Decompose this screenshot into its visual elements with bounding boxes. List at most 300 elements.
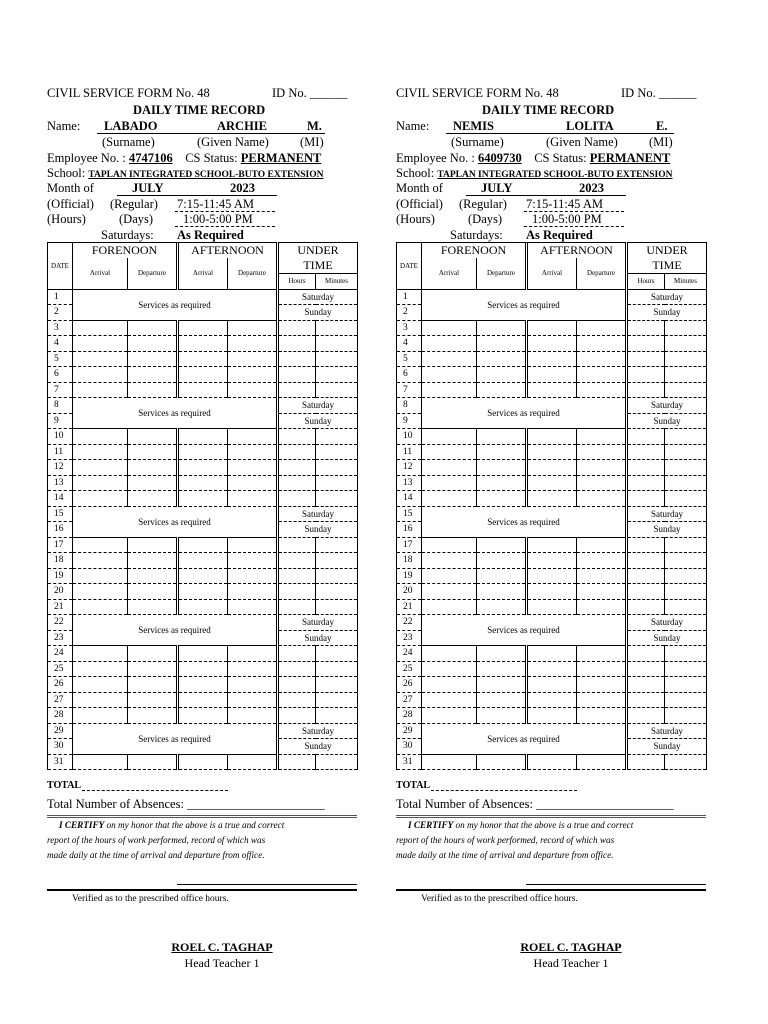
pm-departure-header: Departure — [577, 258, 627, 289]
day-number: 2 — [48, 305, 73, 321]
employee-no-row: Employee No. : 6409730 CS Status: PERMANENT — [396, 151, 671, 165]
saturday-label: Saturday — [627, 398, 707, 414]
day-number: 10 — [397, 429, 422, 445]
pm-arrival-cell — [178, 429, 228, 445]
pm-departure-cell — [577, 584, 627, 600]
pm-arrival-cell — [527, 677, 577, 693]
regular-label: (Regular) — [459, 197, 507, 211]
undertime-hours-cell — [627, 553, 665, 569]
sunday-label: Sunday — [627, 413, 707, 429]
year-value: 2023 — [230, 181, 255, 195]
undertime-hours-cell — [627, 692, 665, 708]
am-arrival-cell — [73, 692, 128, 708]
am-departure-cell — [477, 382, 527, 398]
undertime-minutes-cell — [316, 568, 358, 584]
am-departure-cell — [477, 444, 527, 460]
pm-arrival-cell — [178, 491, 228, 507]
day-number: 6 — [397, 367, 422, 383]
day-row — [48, 754, 358, 770]
undertime-minutes-cell — [316, 367, 358, 383]
afternoon-header: AFTERNOON — [178, 243, 278, 259]
am-arrival-cell — [73, 460, 128, 476]
am-departure-header: Departure — [477, 258, 527, 289]
pm-arrival-cell — [178, 537, 228, 553]
day-number: 14 — [397, 491, 422, 507]
undertime-minutes-cell — [316, 646, 358, 662]
pm-departure-header: Departure — [228, 258, 278, 289]
undertime-minutes-cell — [316, 584, 358, 600]
am-arrival-cell — [73, 646, 128, 662]
undertime-minutes-cell — [316, 599, 358, 615]
pm-arrival-cell — [527, 599, 577, 615]
day-row — [397, 444, 707, 460]
pm-arrival-cell — [178, 661, 228, 677]
day-number: 27 — [397, 692, 422, 708]
am-arrival-cell — [73, 584, 128, 600]
pm-departure-cell — [577, 661, 627, 677]
given-name-caption: (Given Name) — [546, 135, 618, 149]
undertime-hours-cell — [627, 646, 665, 662]
total-label: TOTAL — [47, 780, 82, 791]
pm-arrival-cell — [178, 382, 228, 398]
services-as-required: Services as required — [73, 723, 278, 754]
pm-departure-cell — [228, 351, 278, 367]
day-row — [48, 444, 358, 460]
employee-no-value: 4747106 — [128, 151, 173, 165]
undertime-hours-cell — [278, 460, 316, 476]
day-number: 26 — [48, 677, 73, 693]
pm-departure-cell — [228, 336, 278, 352]
day-row — [48, 460, 358, 476]
day-row — [397, 491, 707, 507]
am-arrival-cell — [73, 351, 128, 367]
pm-arrival-cell — [527, 491, 577, 507]
pm-departure-cell — [577, 677, 627, 693]
pm-arrival-cell — [178, 367, 228, 383]
undertime-hours-cell — [278, 367, 316, 383]
school-value: TAPLAN INTEGRATED SCHOOL-BUTO EXTENSION — [88, 170, 324, 180]
pm-departure-cell — [228, 320, 278, 336]
day-number: 7 — [397, 382, 422, 398]
am-arrival-cell — [73, 429, 128, 445]
day-row — [397, 320, 707, 336]
time-header: TIME — [278, 258, 358, 274]
saturday-label: Saturday — [278, 398, 358, 414]
certify-line2: report of the hours of work performed, record of which was — [47, 835, 266, 845]
pm-departure-cell — [577, 382, 627, 398]
cs-status-value: PERMANENT — [589, 151, 671, 165]
pm-arrival-cell — [178, 692, 228, 708]
am-arrival-cell — [73, 382, 128, 398]
am-departure-cell — [128, 429, 178, 445]
pm-arrival-cell — [178, 677, 228, 693]
undertime-minutes-cell — [665, 537, 707, 553]
day-number: 9 — [48, 413, 73, 429]
day-number: 16 — [48, 522, 73, 538]
am-arrival-cell — [422, 460, 477, 476]
pm-arrival-cell — [527, 367, 577, 383]
day-row — [397, 289, 707, 305]
am-arrival-cell — [422, 754, 477, 770]
day-number: 5 — [48, 351, 73, 367]
pm-arrival-cell — [178, 475, 228, 491]
undertime-minutes-cell — [316, 475, 358, 491]
am-arrival-cell — [422, 708, 477, 724]
am-arrival-cell — [73, 444, 128, 460]
undertime-hours-cell — [278, 692, 316, 708]
am-departure-cell — [477, 336, 527, 352]
services-as-required: Services as required — [73, 398, 278, 429]
am-arrival-cell — [73, 491, 128, 507]
regular-value: 7:15-11:45 AM — [526, 197, 603, 211]
day-number: 30 — [397, 739, 422, 755]
am-arrival-cell — [422, 568, 477, 584]
am-arrival-cell — [422, 537, 477, 553]
pm-departure-cell — [228, 661, 278, 677]
day-row — [397, 599, 707, 615]
day-number: 21 — [397, 599, 422, 615]
undertime-hours-cell — [627, 677, 665, 693]
signatory-name: ROEL C. TAGHAP — [171, 940, 273, 954]
am-departure-cell — [128, 351, 178, 367]
undertime-minutes-cell — [665, 708, 707, 724]
am-departure-cell — [477, 537, 527, 553]
sunday-label: Sunday — [627, 522, 707, 538]
pm-arrival-cell — [527, 754, 577, 770]
am-departure-cell — [128, 692, 178, 708]
day-number: 10 — [48, 429, 73, 445]
month-value: JULY — [481, 181, 513, 195]
am-departure-cell — [128, 754, 178, 770]
day-row — [397, 351, 707, 367]
am-departure-cell — [128, 708, 178, 724]
day-number: 13 — [397, 475, 422, 491]
am-arrival-cell — [73, 708, 128, 724]
am-arrival-cell — [422, 677, 477, 693]
saturday-label: Saturday — [627, 615, 707, 631]
undertime-hours-cell — [278, 382, 316, 398]
pm-departure-cell — [228, 553, 278, 569]
pm-arrival-cell — [527, 460, 577, 476]
day-number: 6 — [48, 367, 73, 383]
employee-signature-line — [177, 884, 357, 885]
am-departure-cell — [128, 599, 178, 615]
pm-departure-cell — [577, 568, 627, 584]
day-row — [397, 460, 707, 476]
day-number: 31 — [48, 754, 73, 770]
undertime-hours-cell — [627, 382, 665, 398]
am-departure-cell — [477, 754, 527, 770]
am-arrival-cell — [73, 677, 128, 693]
school-value: TAPLAN INTEGRATED SCHOOL-BUTO EXTENSION — [437, 170, 673, 180]
undertime-hours-cell — [627, 475, 665, 491]
day-number: 19 — [48, 568, 73, 584]
day-row — [48, 506, 358, 522]
am-arrival-cell — [73, 553, 128, 569]
verified-text: Verified as to the prescribed office hours. — [421, 894, 578, 904]
day-row — [48, 429, 358, 445]
form-title: CIVIL SERVICE FORM No. 48 — [47, 86, 210, 100]
undertime-minutes-cell — [665, 553, 707, 569]
day-row — [48, 336, 358, 352]
afternoon-header: AFTERNOON — [527, 243, 627, 259]
am-departure-cell — [128, 584, 178, 600]
day-row — [48, 599, 358, 615]
undertime-minutes-cell — [665, 460, 707, 476]
month-value: JULY — [132, 181, 164, 195]
day-row — [397, 506, 707, 522]
hours-col-header: Hours — [627, 274, 665, 290]
day-row — [397, 553, 707, 569]
sunday-label: Sunday — [627, 630, 707, 646]
am-departure-cell — [477, 460, 527, 476]
day-number: 14 — [48, 491, 73, 507]
day-number: 30 — [48, 739, 73, 755]
day-number: 18 — [48, 553, 73, 569]
pm-arrival-cell — [527, 429, 577, 445]
day-number: 25 — [397, 661, 422, 677]
day-number: 15 — [397, 506, 422, 522]
pm-departure-cell — [228, 382, 278, 398]
undertime-minutes-cell — [316, 661, 358, 677]
day-row — [397, 723, 707, 739]
sunday-label: Sunday — [278, 413, 358, 429]
am-departure-cell — [477, 599, 527, 615]
am-departure-cell — [477, 475, 527, 491]
sunday-label: Sunday — [278, 739, 358, 755]
undertime-minutes-cell — [665, 584, 707, 600]
signatory-title: Head Teacher 1 — [184, 956, 260, 970]
undertime-hours-cell — [278, 351, 316, 367]
pm-departure-cell — [228, 584, 278, 600]
day-row — [48, 692, 358, 708]
pm-arrival-cell — [178, 444, 228, 460]
pm-arrival-header: Arrival — [527, 258, 577, 289]
pm-arrival-cell — [178, 646, 228, 662]
form-title: CIVIL SERVICE FORM No. 48 — [396, 86, 559, 100]
undertime-hours-cell — [278, 475, 316, 491]
absences-row: Total Number of Absences: ______________________ — [47, 797, 325, 811]
day-row — [397, 367, 707, 383]
days-value: 1:00-5:00 PM — [532, 212, 602, 226]
day-number: 17 — [397, 537, 422, 553]
sunday-label: Sunday — [627, 305, 707, 321]
pm-arrival-cell — [178, 460, 228, 476]
day-row — [48, 367, 358, 383]
pm-departure-cell — [228, 568, 278, 584]
pm-arrival-cell — [527, 320, 577, 336]
undertime-hours-cell — [278, 537, 316, 553]
day-number: 28 — [397, 708, 422, 724]
pm-departure-cell — [228, 429, 278, 445]
forenoon-header: FORENOON — [73, 243, 178, 259]
official-label: (Official) — [47, 197, 94, 211]
am-arrival-cell — [422, 599, 477, 615]
saturday-label: Saturday — [627, 289, 707, 305]
undertime-hours-cell — [627, 708, 665, 724]
pm-departure-cell — [228, 754, 278, 770]
am-departure-cell — [128, 646, 178, 662]
am-departure-cell — [477, 692, 527, 708]
pm-arrival-cell — [178, 708, 228, 724]
saturday-label: Saturday — [627, 723, 707, 739]
pm-arrival-cell — [527, 646, 577, 662]
undertime-minutes-cell — [316, 553, 358, 569]
day-number: 20 — [397, 584, 422, 600]
pm-departure-cell — [577, 460, 627, 476]
undertime-minutes-cell — [665, 336, 707, 352]
am-arrival-cell — [422, 444, 477, 460]
am-departure-header: Departure — [128, 258, 178, 289]
undertime-hours-cell — [278, 661, 316, 677]
surname-caption: (Surname) — [451, 135, 504, 149]
undertime-minutes-cell — [316, 429, 358, 445]
am-departure-cell — [477, 568, 527, 584]
id-no-label: ID No. ______ — [272, 86, 348, 100]
given-name-caption: (Given Name) — [197, 135, 269, 149]
day-number: 4 — [48, 336, 73, 352]
total-line — [82, 779, 228, 791]
day-row — [397, 475, 707, 491]
day-number: 24 — [48, 646, 73, 662]
pm-departure-cell — [577, 754, 627, 770]
am-arrival-cell — [422, 367, 477, 383]
day-row — [48, 475, 358, 491]
undertime-minutes-cell — [316, 491, 358, 507]
day-number: 1 — [48, 289, 73, 305]
day-number: 11 — [397, 444, 422, 460]
hours-col-header: Hours — [278, 274, 316, 290]
undertime-hours-cell — [278, 677, 316, 693]
day-number: 22 — [48, 615, 73, 631]
pm-departure-cell — [577, 351, 627, 367]
am-departure-cell — [477, 429, 527, 445]
undertime-minutes-cell — [316, 351, 358, 367]
am-arrival-cell — [422, 336, 477, 352]
am-arrival-cell — [73, 754, 128, 770]
undertime-minutes-cell — [665, 382, 707, 398]
day-number: 18 — [397, 553, 422, 569]
certify-line2: report of the hours of work performed, record of which was — [396, 835, 615, 845]
day-row — [397, 398, 707, 414]
certify-line1: I CERTIFY on my honor that the above is a true and correct — [59, 820, 285, 830]
date-header: DATE — [397, 243, 422, 290]
pm-arrival-cell — [527, 661, 577, 677]
day-number: 28 — [48, 708, 73, 724]
total-line — [431, 779, 577, 791]
pm-departure-cell — [577, 692, 627, 708]
day-row — [397, 677, 707, 693]
day-number: 17 — [48, 537, 73, 553]
day-number: 8 — [397, 398, 422, 414]
pm-departure-cell — [228, 537, 278, 553]
undertime-hours-cell — [627, 351, 665, 367]
am-departure-cell — [128, 537, 178, 553]
am-arrival-cell — [422, 429, 477, 445]
day-number: 31 — [397, 754, 422, 770]
day-row — [48, 320, 358, 336]
undertime-hours-cell — [627, 460, 665, 476]
pm-arrival-cell — [178, 599, 228, 615]
services-as-required: Services as required — [73, 506, 278, 537]
pm-departure-cell — [577, 537, 627, 553]
undertime-minutes-cell — [665, 646, 707, 662]
am-departure-cell — [128, 382, 178, 398]
day-number: 24 — [397, 646, 422, 662]
am-arrival-header: Arrival — [422, 258, 477, 289]
surname-value: NEMIS — [453, 119, 494, 133]
pm-departure-cell — [228, 677, 278, 693]
undertime-minutes-cell — [316, 692, 358, 708]
name-label: Name: — [396, 119, 430, 133]
name-label: Name: — [47, 119, 81, 133]
day-number: 4 — [397, 336, 422, 352]
pm-departure-cell — [228, 491, 278, 507]
day-row — [397, 708, 707, 724]
day-row — [48, 289, 358, 305]
am-departure-cell — [128, 320, 178, 336]
pm-departure-cell — [577, 429, 627, 445]
undertime-minutes-cell — [665, 444, 707, 460]
absences-row: Total Number of Absences: ______________________ — [396, 797, 674, 811]
school-row: School: TAPLAN INTEGRATED SCHOOL-BUTO EXTENSION — [47, 166, 324, 180]
day-number: 12 — [397, 460, 422, 476]
day-row — [48, 382, 358, 398]
hours-label: (Hours) — [47, 212, 86, 226]
day-row — [48, 646, 358, 662]
month-label: Month of — [47, 181, 94, 195]
cs-status-value: PERMANENT — [240, 151, 322, 165]
day-row — [397, 661, 707, 677]
am-arrival-cell — [73, 568, 128, 584]
id-no-label: ID No. ______ — [621, 86, 697, 100]
day-row — [48, 398, 358, 414]
undertime-minutes-cell — [665, 599, 707, 615]
hours-label: (Hours) — [396, 212, 435, 226]
day-row — [48, 584, 358, 600]
certify-line1: I CERTIFY on my honor that the above is a true and correct — [408, 820, 634, 830]
saturday-label: Saturday — [278, 723, 358, 739]
day-number: 3 — [397, 320, 422, 336]
am-arrival-cell — [73, 367, 128, 383]
am-departure-cell — [477, 661, 527, 677]
undertime-hours-cell — [627, 568, 665, 584]
day-row — [397, 615, 707, 631]
signatory-title: Head Teacher 1 — [533, 956, 609, 970]
under-header: UNDER — [627, 243, 707, 259]
day-row — [397, 429, 707, 445]
undertime-minutes-cell — [665, 692, 707, 708]
day-number: 29 — [48, 723, 73, 739]
am-arrival-cell — [422, 553, 477, 569]
official-label: (Official) — [396, 197, 443, 211]
day-number: 27 — [48, 692, 73, 708]
am-arrival-cell — [73, 320, 128, 336]
am-arrival-cell — [422, 475, 477, 491]
day-number: 23 — [397, 630, 422, 646]
pm-arrival-cell — [178, 584, 228, 600]
am-arrival-cell — [422, 320, 477, 336]
employee-signature-line — [526, 884, 706, 885]
am-arrival-header: Arrival — [73, 258, 128, 289]
day-row — [48, 568, 358, 584]
pm-departure-cell — [228, 444, 278, 460]
pm-departure-cell — [577, 708, 627, 724]
day-number: 3 — [48, 320, 73, 336]
pm-departure-cell — [228, 708, 278, 724]
am-arrival-cell — [73, 599, 128, 615]
undertime-minutes-cell — [665, 475, 707, 491]
